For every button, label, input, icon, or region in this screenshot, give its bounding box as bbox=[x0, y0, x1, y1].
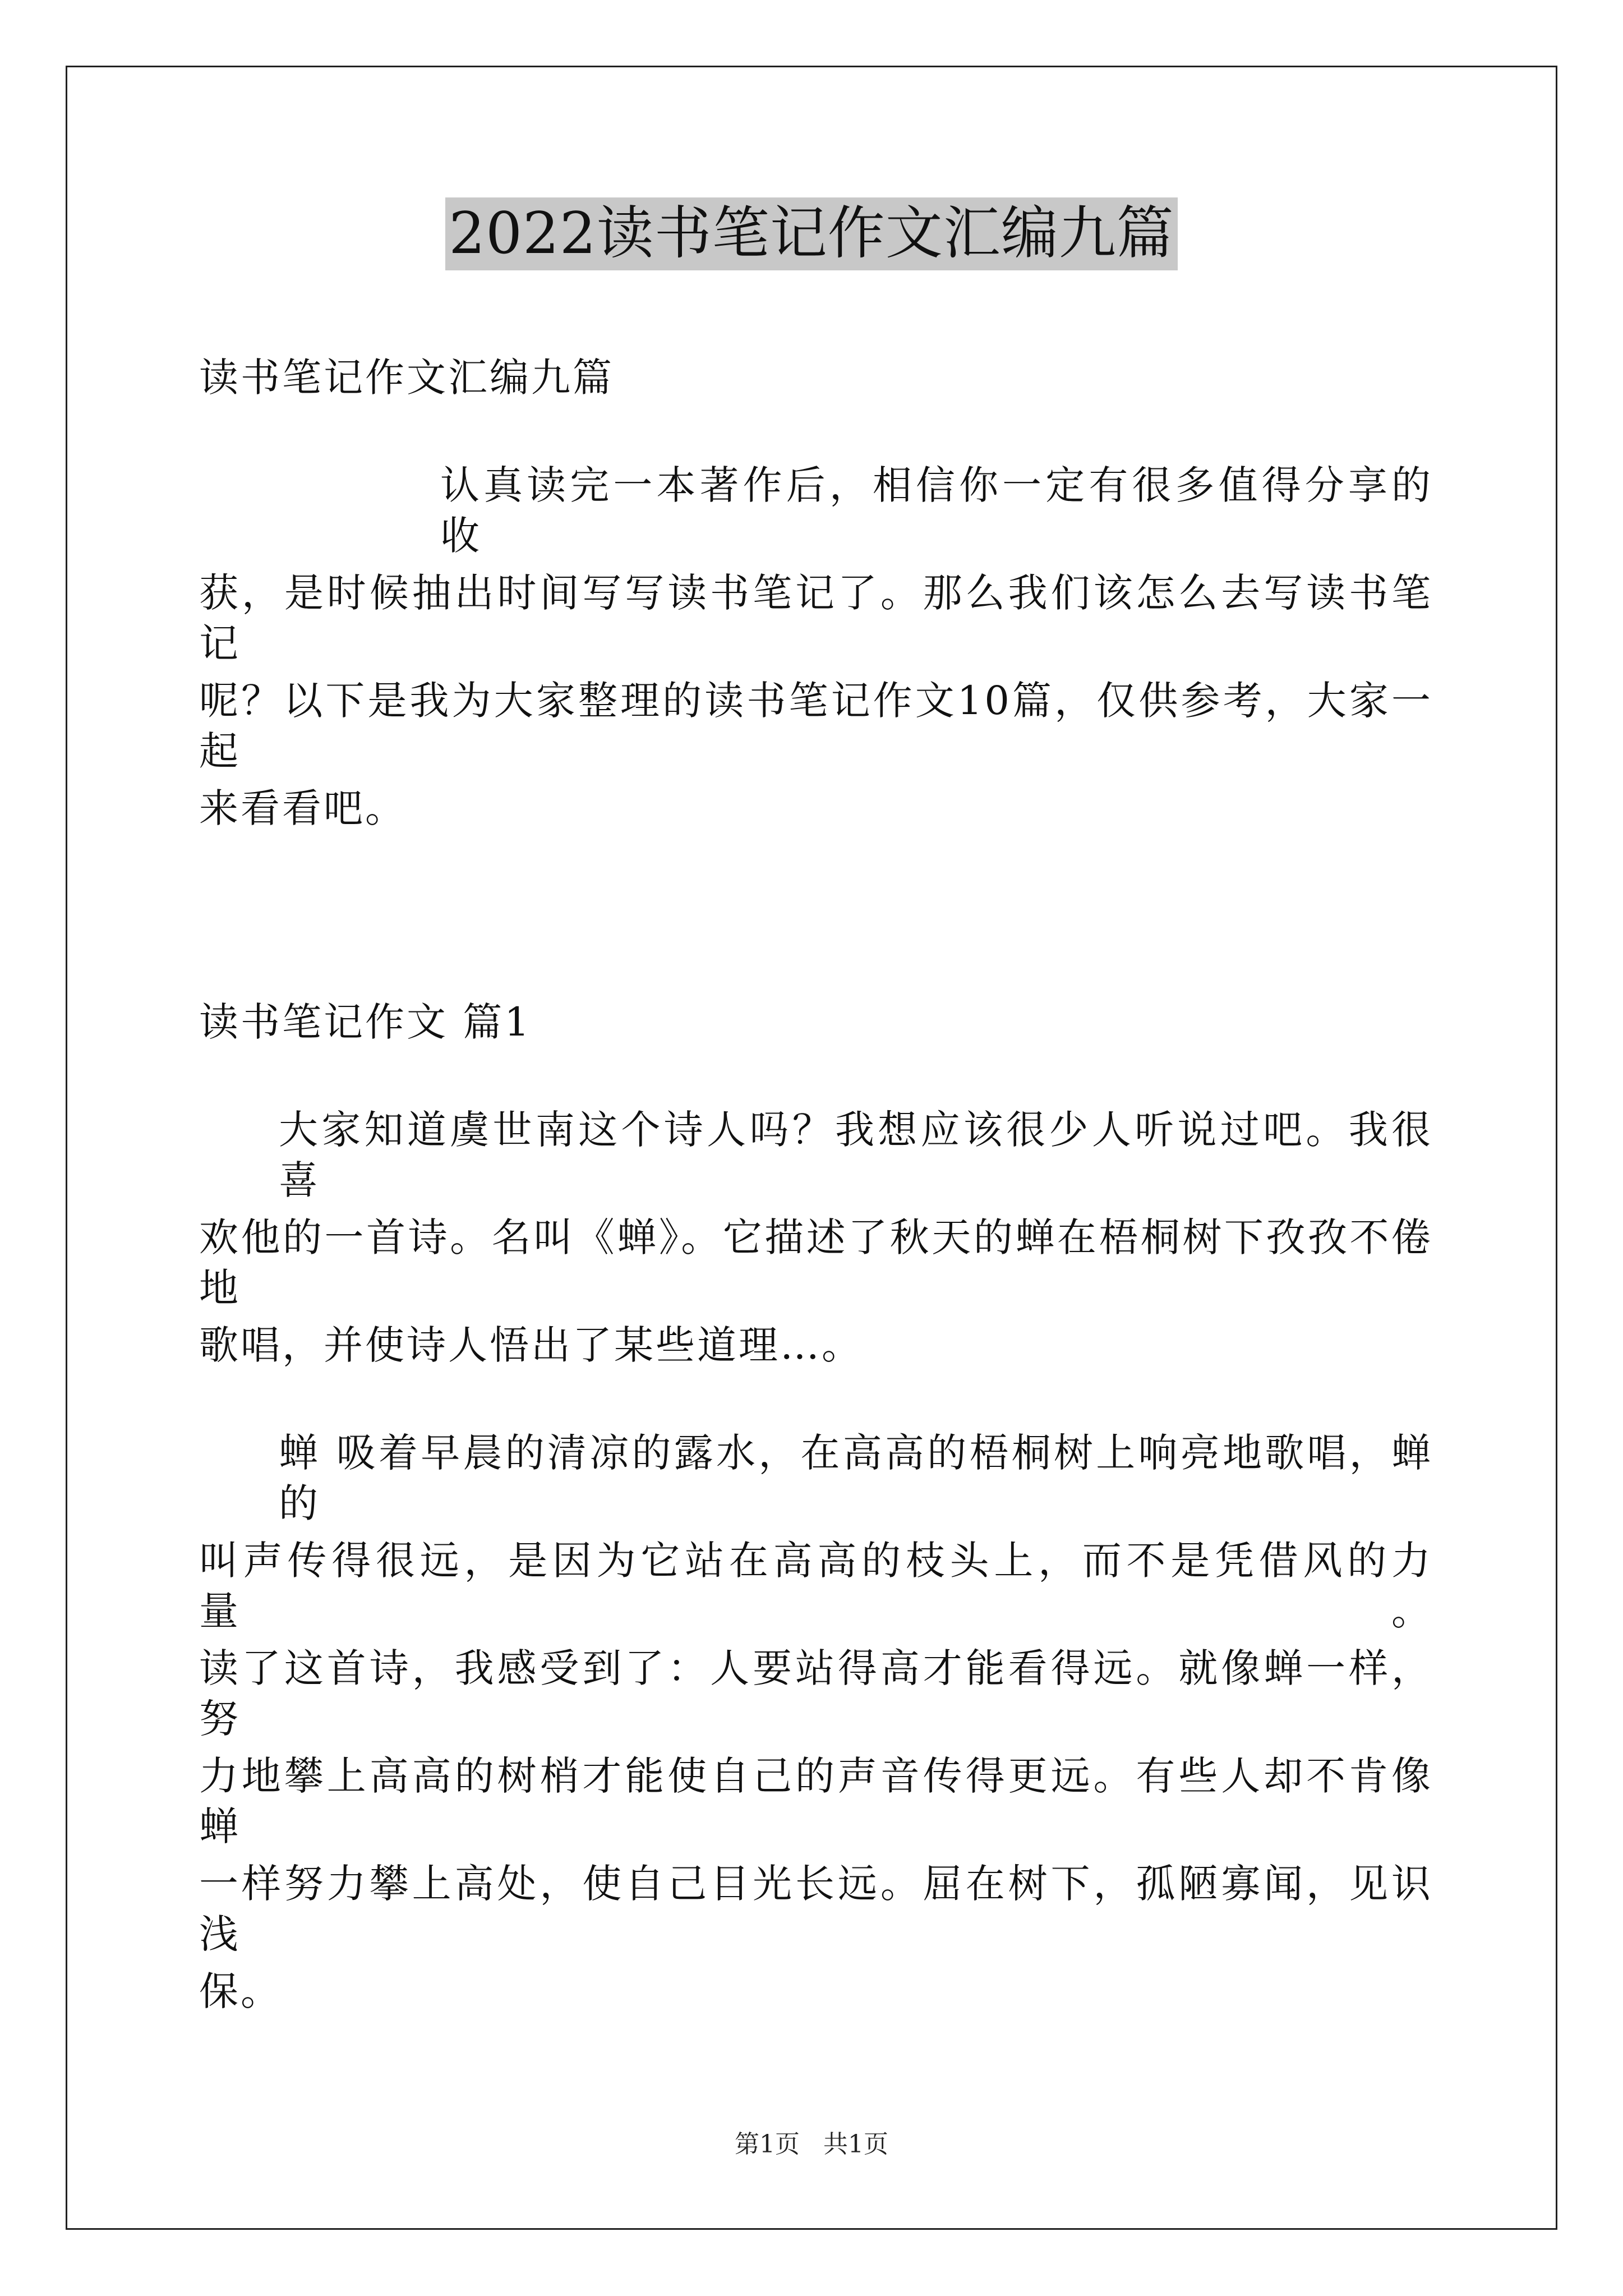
paragraph-line: 歌唱，并使诗人悟出了某些道理…。 bbox=[199, 1322, 863, 1368]
paragraph-line: 欢他的一首诗。名叫《蝉》。它描述了秋天的蝉在梧桐树下孜孜不倦地 bbox=[199, 1214, 1433, 1311]
paragraph-line: 大家知道虞世南这个诗人吗？我想应该很少人听说过吧。我很喜 bbox=[279, 1107, 1433, 1203]
intro-line: 来看看吧。 bbox=[199, 785, 407, 831]
title-container bbox=[0, 197, 1623, 270]
document-subtitle: 读书笔记作文汇编九篇 bbox=[199, 355, 614, 401]
paragraph-line: 读了这首诗，我感受到了：人要站得高才能看得远。就像蝉一样，努 bbox=[199, 1645, 1433, 1742]
section-heading: 读书笔记作文 篇1 bbox=[199, 999, 532, 1045]
intro-line: 获，是时候抽出时间写写读书笔记了。那么我们该怎么去写读书笔记 bbox=[199, 570, 1433, 666]
paragraph-line: 一样努力攀上高处，使自己目光长远。屈在树下，孤陋寡闻，见识浅 bbox=[199, 1861, 1433, 1957]
paragraph-line: 叫声传得很远，是因为它站在高高的枝头上，而不是凭借风的力量。 bbox=[199, 1538, 1433, 1634]
paragraph-line: 蝉 吸着早晨的清凉的露水，在高高的梧桐树上响亮地歌唱，蝉的 bbox=[279, 1430, 1433, 1526]
intro-line: 认真读完一本著作后，相信你一定有很多值得分享的收 bbox=[440, 462, 1433, 559]
page-total: 共1页 bbox=[823, 2130, 888, 2159]
intro-line: 呢？以下是我为大家整理的读书笔记作文10篇，仅供参考，大家一起 bbox=[199, 678, 1433, 774]
paragraph-line: 保。 bbox=[199, 1968, 282, 2014]
page-footer bbox=[0, 2129, 1623, 2160]
page-number: 第1页 bbox=[735, 2130, 800, 2159]
paragraph-line: 力地攀上高高的树梢才能使自己的声音传得更远。有些人却不肯像蝉 bbox=[199, 1753, 1433, 1849]
document-title: 2022读书笔记作文汇编九篇 bbox=[445, 197, 1178, 270]
